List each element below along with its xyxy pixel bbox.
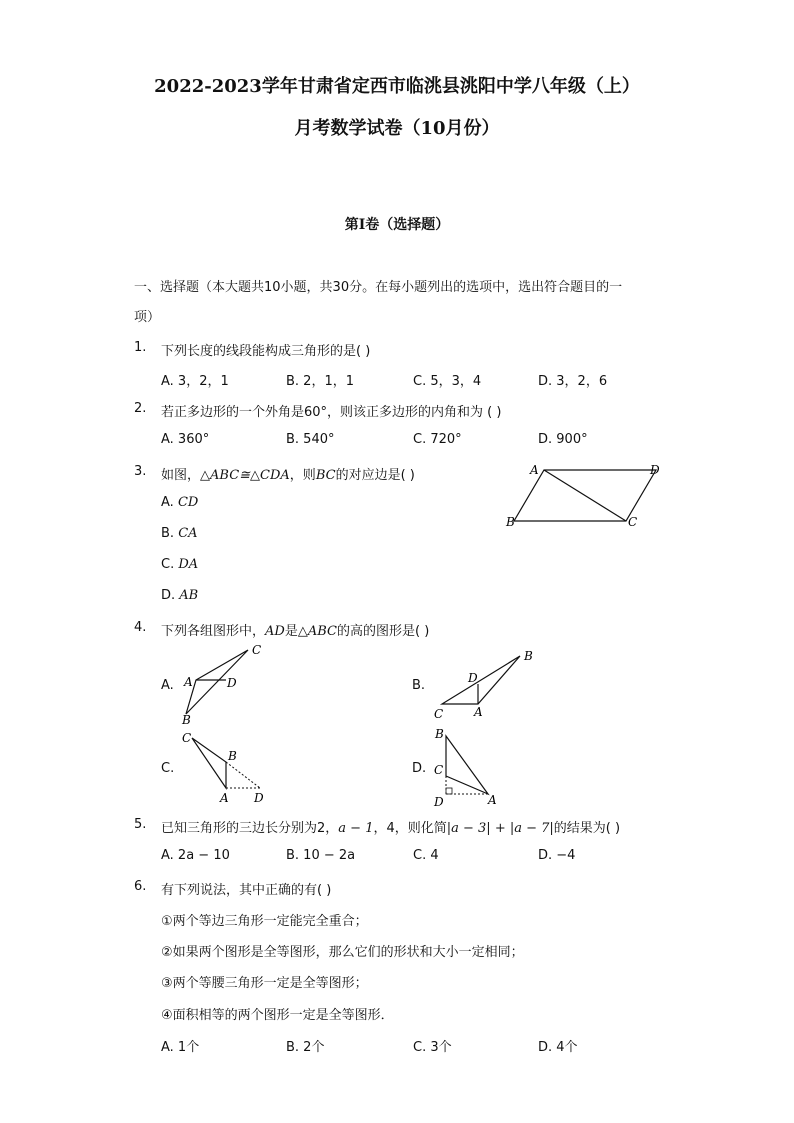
option-letter: C.: [161, 557, 175, 572]
label-d: D: [227, 676, 237, 690]
stem-math: AD: [265, 624, 285, 639]
figure-option-c: [178, 726, 274, 806]
option-d[interactable]: D.: [412, 761, 427, 776]
instructions-line2: 项）: [134, 310, 161, 325]
instructions-line1: 一、选择题（本大题共10小题，共30分。在每小题列出的选项中，选出符合题目的一: [134, 280, 623, 295]
option-value: CD: [177, 495, 199, 510]
label-b: B: [182, 713, 191, 726]
stem-text: 已知三角形的三边长分别为2，: [161, 821, 339, 836]
label-b: B: [435, 727, 444, 741]
label-c: C: [628, 515, 638, 529]
option-c[interactable]: [161, 557, 198, 572]
exam-title-line1: 2022-2023学年甘肃省定西市临洮县洮阳中学八年级（上）: [154, 76, 640, 97]
option-c[interactable]: C. 5，3，4: [413, 374, 482, 389]
question-number: 4.: [134, 620, 147, 635]
stem-text: 是: [284, 624, 298, 639]
stem-math: BC: [315, 468, 336, 483]
statement-1: ①两个等边三角形一定能完全重合；: [161, 914, 368, 929]
option-b[interactable]: [161, 526, 198, 541]
stem-text: 的对应边是( ): [335, 468, 415, 483]
stem-math: △ABC: [297, 624, 337, 639]
label-c: C: [182, 731, 192, 745]
option-b[interactable]: B. 540°: [286, 432, 335, 447]
label-d: D: [434, 795, 444, 809]
option-a[interactable]: A. 2a − 10: [161, 848, 230, 863]
option-c[interactable]: C. 3个: [413, 1040, 452, 1055]
question-stem: 若正多边形的一个外角是60°，则该正多边形的内角和为 ( ): [161, 405, 502, 420]
question-number: 2.: [134, 401, 147, 416]
triangle-outline: [446, 736, 488, 794]
stem-math: a − 1: [338, 821, 374, 836]
option-b[interactable]: B.: [412, 678, 426, 693]
figure-option-b: [428, 646, 548, 722]
label-b: B: [228, 749, 237, 763]
stem-text: ，4，则化简: [373, 821, 447, 836]
option-c[interactable]: C.: [161, 761, 175, 776]
question-stem: 下列长度的线段能构成三角形的是( ): [161, 344, 371, 359]
option-b[interactable]: B. 2个: [286, 1040, 325, 1055]
stem-text: 的高的图形是( ): [336, 624, 430, 639]
question-number: 1.: [134, 340, 147, 355]
option-d[interactable]: D. 900°: [538, 432, 588, 447]
section-heading: 第I卷（选择题）: [344, 217, 450, 233]
label-a: A: [184, 675, 193, 689]
label-c: C: [252, 643, 262, 657]
option-c[interactable]: C. 4: [413, 848, 439, 863]
question-number: 6.: [134, 879, 147, 894]
option-b[interactable]: B. 10 − 2a: [286, 848, 356, 863]
right-angle-mark: [446, 788, 452, 794]
question-stem: [161, 817, 620, 836]
option-c[interactable]: C. 720°: [413, 432, 462, 447]
triangle-outline: [192, 738, 226, 788]
label-b: B: [506, 515, 515, 529]
option-b[interactable]: B. 2，1，1: [286, 374, 354, 389]
option-letter: B.: [161, 526, 175, 541]
figure-option-a: [178, 640, 268, 726]
question-stem: 有下列说法，其中正确的有( ): [161, 883, 332, 898]
option-letter: A.: [161, 495, 174, 510]
stem-text: 的结果为( ): [553, 821, 621, 836]
parallelogram-figure: [500, 458, 680, 534]
question-number: 5.: [134, 817, 147, 832]
question-stem: [161, 464, 415, 483]
option-a[interactable]: A. 3，2，1: [161, 374, 229, 389]
label-c: C: [434, 707, 444, 721]
diagonal-ac: [544, 470, 626, 521]
segment-bd: [226, 762, 260, 788]
option-a[interactable]: [161, 495, 198, 510]
label-a: A: [530, 463, 539, 477]
triangle-outline: [186, 650, 248, 714]
option-a[interactable]: A.: [161, 678, 174, 693]
label-c: C: [434, 763, 444, 777]
stem-text: 如图，: [161, 468, 201, 483]
statement-3: ③两个等腰三角形一定是全等图形；: [161, 976, 368, 991]
option-d[interactable]: [161, 588, 198, 603]
label-a: A: [488, 793, 497, 807]
triangle-outline: [442, 656, 520, 704]
option-d[interactable]: D. 3，2，6: [538, 374, 608, 389]
label-d: D: [468, 671, 478, 685]
option-d[interactable]: D. 4个: [538, 1040, 578, 1055]
label-a: A: [220, 791, 229, 805]
option-letter: D.: [161, 588, 176, 603]
option-a[interactable]: A. 360°: [161, 432, 210, 447]
stem-text: 下列各组图形中，: [161, 624, 266, 639]
option-a[interactable]: A. 1个: [161, 1040, 200, 1055]
stem-math: |a − 3| + |a − 7|: [446, 821, 554, 836]
question-number: 3.: [134, 464, 147, 479]
question-stem: [161, 620, 429, 639]
label-d: D: [254, 791, 264, 805]
figure-option-d: [430, 726, 510, 810]
statement-2: ②如果两个图形是全等图形，那么它们的形状和大小一定相同；: [161, 945, 524, 960]
stem-math: △ABC≅△CDA: [200, 468, 290, 483]
option-value: AB: [179, 588, 199, 603]
option-value: DA: [178, 557, 199, 572]
option-d[interactable]: D. −4: [538, 848, 576, 863]
option-value: CA: [178, 526, 198, 541]
label-d: D: [650, 463, 660, 477]
label-a: A: [474, 705, 483, 719]
stem-text: ，则: [289, 468, 316, 483]
statement-4: ④面积相等的两个图形一定是全等图形．: [161, 1008, 394, 1023]
exam-title-line2: 月考数学试卷（10月份）: [294, 118, 500, 139]
label-b: B: [524, 649, 533, 663]
